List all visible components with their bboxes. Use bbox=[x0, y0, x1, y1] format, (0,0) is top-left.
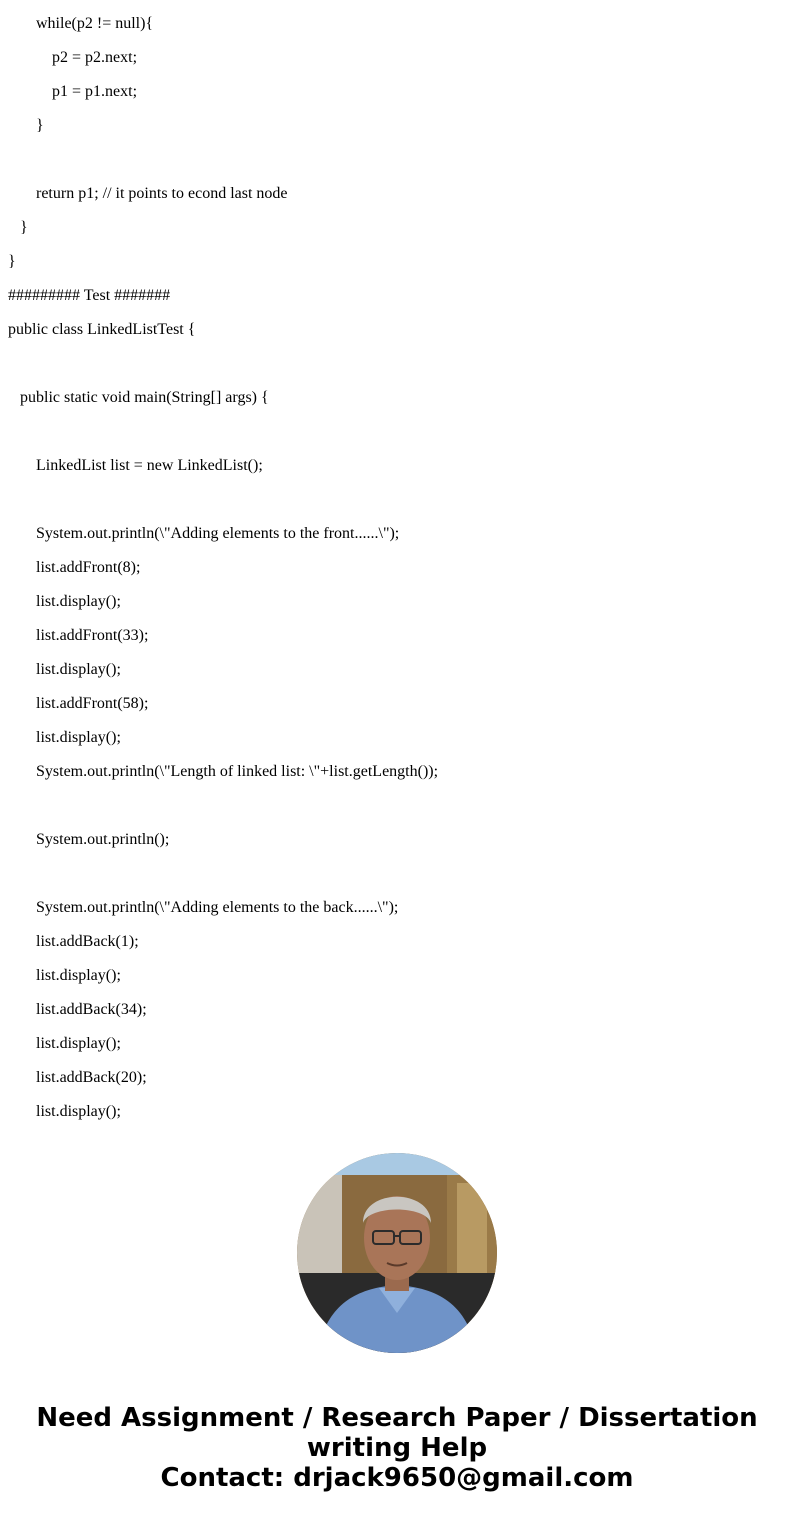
code-line: list.addBack(1); bbox=[8, 933, 139, 950]
code-line: list.addBack(34); bbox=[8, 1001, 147, 1018]
code-listing bbox=[8, 7, 788, 1129]
code-line: p1 = p1.next; bbox=[8, 83, 138, 100]
code-line: while(p2 != null){ bbox=[8, 15, 154, 32]
code-line: } bbox=[8, 219, 28, 236]
code-line: list.addFront(58); bbox=[8, 695, 149, 712]
code-line: System.out.println(\"Adding elements to the front......\"); bbox=[8, 525, 400, 542]
code-line bbox=[8, 789, 788, 823]
code-line: list.display(); bbox=[8, 967, 121, 984]
code-line: } bbox=[8, 253, 16, 270]
code-line: list.display(); bbox=[8, 593, 121, 610]
code-line bbox=[8, 857, 788, 891]
promo-line-1: Need Assignment / Research Paper / Dissertation bbox=[36, 1403, 758, 1433]
code-line bbox=[8, 483, 788, 517]
code-line: list.display(); bbox=[8, 1103, 121, 1120]
code-line: list.addFront(8); bbox=[8, 559, 141, 576]
author-portrait bbox=[297, 1153, 497, 1353]
portrait-image bbox=[297, 1153, 497, 1353]
promo-banner bbox=[0, 1403, 794, 1493]
code-line: list.addBack(20); bbox=[8, 1069, 147, 1086]
code-line: public static void main(String[] args) { bbox=[8, 389, 269, 406]
code-line bbox=[8, 415, 788, 449]
code-line: System.out.println(); bbox=[8, 831, 170, 848]
code-line: ######### Test ####### bbox=[8, 287, 171, 304]
code-line: LinkedList list = new LinkedList(); bbox=[8, 457, 263, 474]
code-line: return p1; // it points to econd last node bbox=[8, 185, 288, 202]
promo-contact: Contact: drjack9650@gmail.com bbox=[160, 1463, 634, 1493]
code-line: System.out.println(\"Length of linked list: \"+list.getLength()); bbox=[8, 763, 439, 780]
code-line: list.display(); bbox=[8, 1035, 121, 1052]
code-line: public class LinkedListTest { bbox=[8, 321, 196, 338]
code-line: } bbox=[8, 117, 44, 134]
code-line bbox=[8, 347, 788, 381]
code-line: list.display(); bbox=[8, 661, 121, 678]
code-line bbox=[8, 143, 788, 177]
code-line: list.display(); bbox=[8, 729, 121, 746]
code-line: list.addFront(33); bbox=[8, 627, 149, 644]
code-line: System.out.println(\"Adding elements to the back......\"); bbox=[8, 899, 399, 916]
promo-line-2: writing Help bbox=[306, 1433, 488, 1463]
code-line: p2 = p2.next; bbox=[8, 49, 138, 66]
